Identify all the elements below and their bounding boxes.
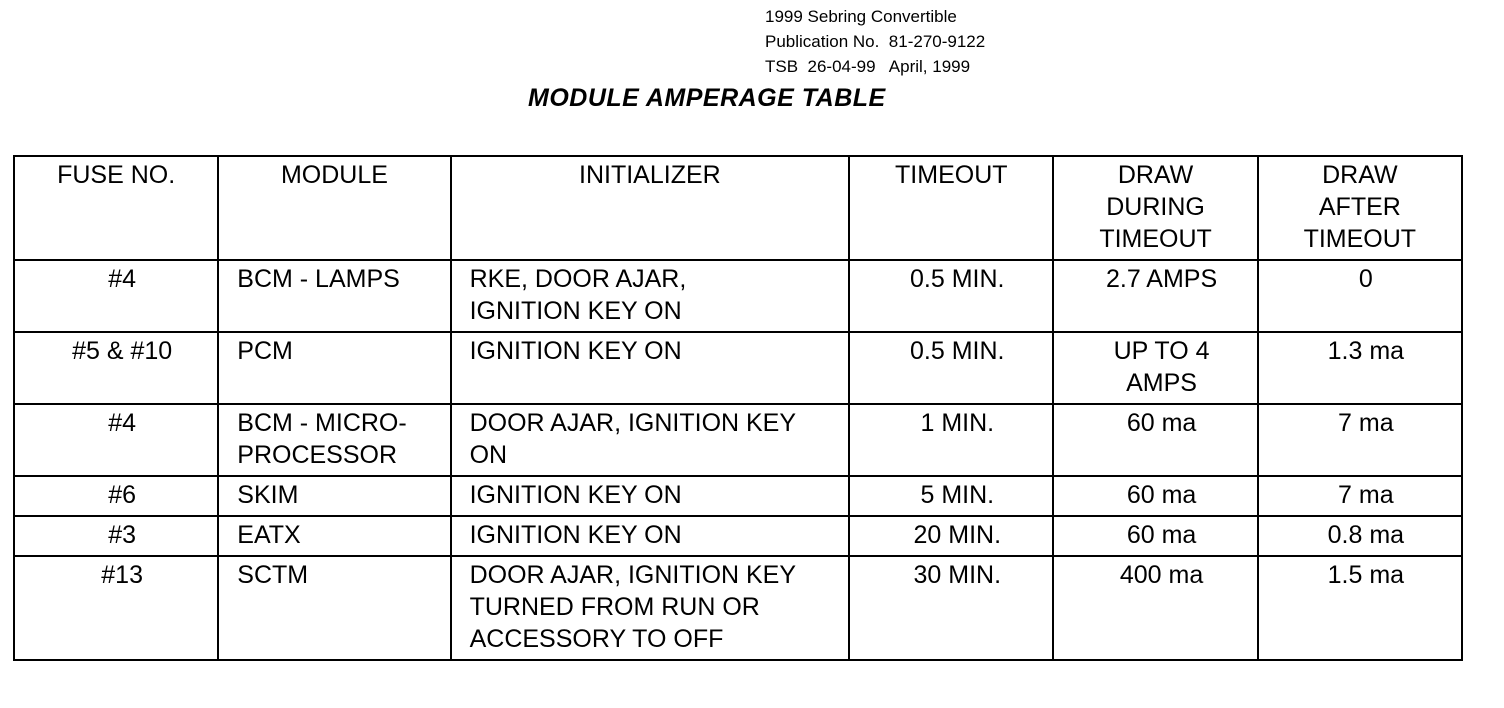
timeout-cell: 20 MIN. [849,516,1053,556]
page-title: MODULE AMPERAGE TABLE [528,84,886,112]
initializer-cell: DOOR AJAR, IGNITION KEY ON [451,404,850,476]
draw-after-cell: 0.8 ma [1258,516,1462,556]
publication-number: Publication No. 81-270-9122 [765,32,986,51]
draw-during-cell: UP TO 4 AMPS [1053,332,1257,404]
publication-header [765,4,985,79]
timeout-cell: 30 MIN. [849,556,1053,660]
table-row [14,404,1462,476]
draw-during-cell: 400 ma [1053,556,1257,660]
fuse-cell: #4 [14,260,218,332]
fuse-cell: #4 [14,404,218,476]
initializer-cell: IGNITION KEY ON [451,516,850,556]
initializer-cell: DOOR AJAR, IGNITION KEY TURNED FROM RUN OR ACCESSORY TO OFF [451,556,850,660]
tsb-date: TSB 26-04-99 April, 1999 [765,57,971,76]
table-header-row [14,156,1462,260]
module-amperage-table [13,155,1463,661]
table-row [14,260,1462,332]
draw-after-cell: 1.5 ma [1258,556,1462,660]
column-header-timeout: TIMEOUT [849,156,1053,260]
fuse-cell: #3 [14,516,218,556]
module-cell: PCM [218,332,450,404]
column-header-initializer: INITIALIZER [451,156,850,260]
module-cell: EATX [218,516,450,556]
timeout-cell: 0.5 MIN. [849,260,1053,332]
draw-during-cell: 60 ma [1053,404,1257,476]
draw-after-cell: 1.3 ma [1258,332,1462,404]
column-header-module: MODULE [218,156,450,260]
draw-during-cell: 2.7 AMPS [1053,260,1257,332]
draw-after-cell: 0 [1258,260,1462,332]
module-cell: SCTM [218,556,450,660]
draw-after-cell: 7 ma [1258,476,1462,516]
column-header-fuse-no: FUSE NO. [14,156,218,260]
draw-during-cell: 60 ma [1053,516,1257,556]
module-cell: BCM - MICRO- PROCESSOR [218,404,450,476]
timeout-cell: 5 MIN. [849,476,1053,516]
fuse-cell: #13 [14,556,218,660]
timeout-cell: 0.5 MIN. [849,332,1053,404]
module-cell: BCM - LAMPS [218,260,450,332]
draw-during-cell: 60 ma [1053,476,1257,516]
fuse-cell: #5 & #10 [14,332,218,404]
table-row [14,516,1462,556]
initializer-cell: IGNITION KEY ON [451,476,850,516]
table-row [14,556,1462,660]
timeout-cell: 1 MIN. [849,404,1053,476]
vehicle-line: 1999 Sebring Convertible [765,7,957,26]
column-header-draw-during-timeout: DRAW DURING TIMEOUT [1053,156,1257,260]
fuse-cell: #6 [14,476,218,516]
initializer-cell: RKE, DOOR AJAR, IGNITION KEY ON [451,260,850,332]
module-cell: SKIM [218,476,450,516]
initializer-cell: IGNITION KEY ON [451,332,850,404]
table-row [14,332,1462,404]
draw-after-cell: 7 ma [1258,404,1462,476]
column-header-draw-after-timeout: DRAW AFTER TIMEOUT [1258,156,1462,260]
table-row [14,476,1462,516]
